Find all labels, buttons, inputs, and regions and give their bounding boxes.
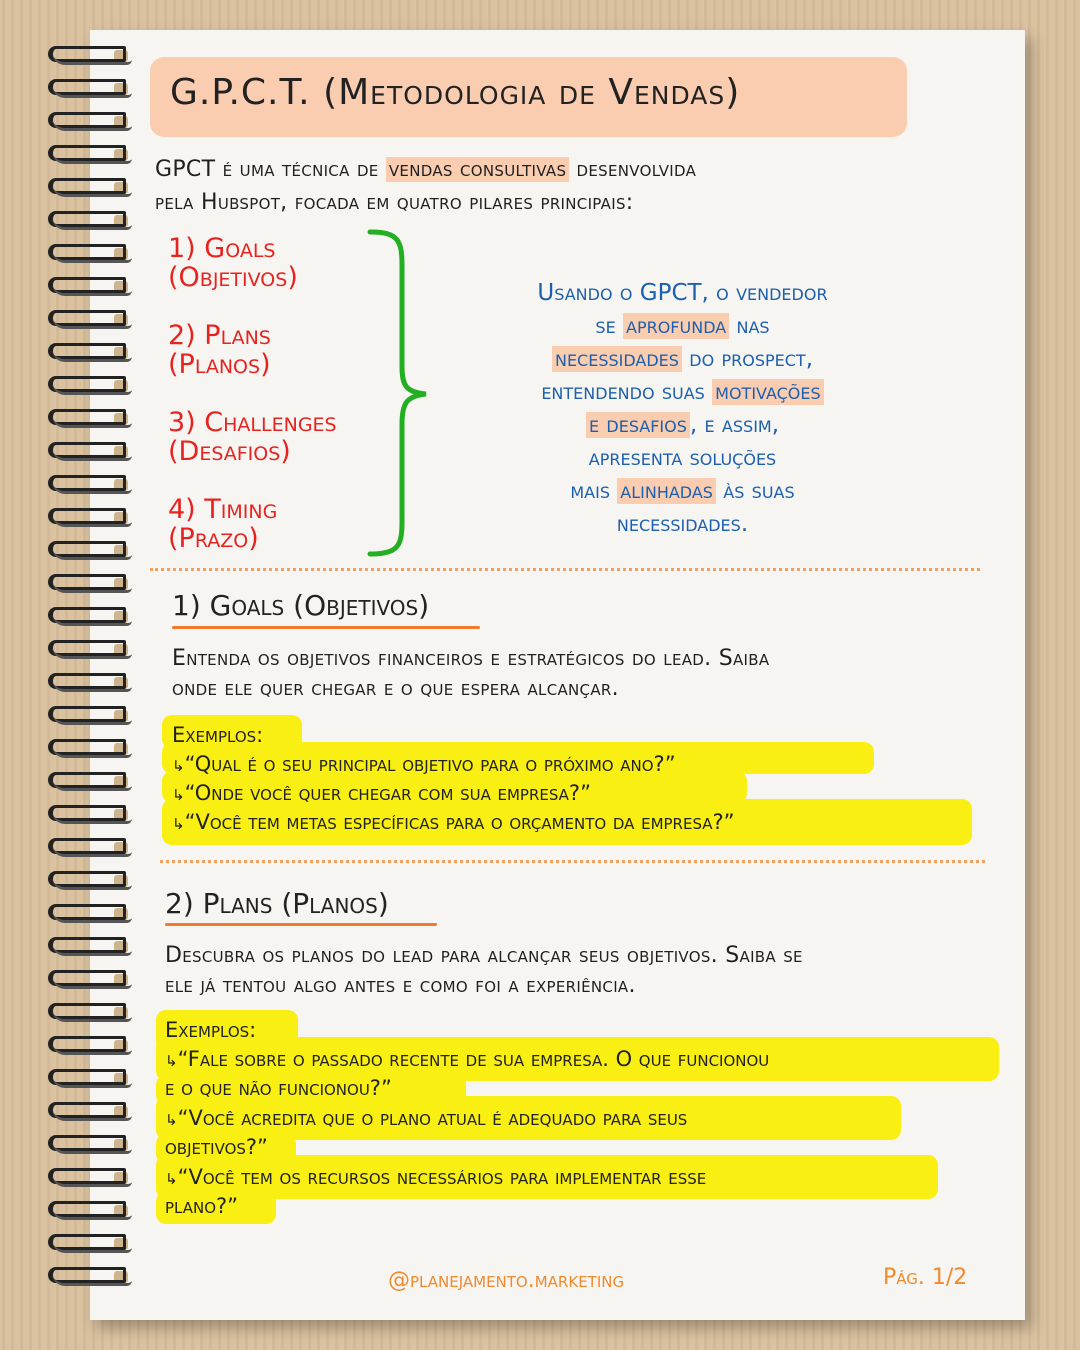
summary-highlight: motivações (712, 379, 824, 405)
pillar-4-translation: (Prazo) (168, 523, 259, 554)
spiral-coil (48, 238, 140, 268)
summary-line: necessidades. (616, 511, 749, 537)
spiral-coil (48, 502, 140, 532)
plans-underline (165, 923, 437, 926)
summary-part: nas (729, 313, 770, 339)
intro-highlight: vendas consultivas (386, 157, 569, 182)
summary-line: Usando o GPCT, o vendedor (537, 280, 828, 306)
spiral-coil (48, 766, 140, 796)
summary-text (455, 277, 910, 541)
summary-highlight: alinhadas (617, 478, 716, 504)
spiral-coil (48, 1063, 140, 1093)
spiral-coil (48, 337, 140, 367)
pillar-4-label: 4) Timing (168, 494, 278, 525)
spiral-coil (48, 700, 140, 730)
summary-part: às suas (715, 478, 795, 504)
example-text: “Fale sobre o passado recente de sua empresa. O que funcionou (177, 1047, 770, 1071)
plans-example-1b: e o que não funcionou?” (165, 1076, 392, 1100)
spiral-coil (48, 898, 140, 928)
spiral-coil (48, 106, 140, 136)
intro-line-1 (155, 154, 696, 186)
arrow-icon: ↳ (172, 815, 185, 833)
spiral-coil (48, 568, 140, 598)
spiral-binding (48, 40, 148, 1300)
plans-example-2b: objetivos?” (165, 1135, 268, 1159)
goals-example-1 (172, 750, 676, 781)
goals-examples-label: Exemplos: (172, 723, 264, 747)
spiral-coil (48, 931, 140, 961)
pillar-3-label: 3) Challenges (168, 407, 337, 438)
spiral-coil (48, 271, 140, 301)
spiral-coil (48, 964, 140, 994)
summary-part: se (595, 313, 623, 339)
summary-highlight: aprofunda (623, 313, 729, 339)
example-text: “Você tem os recursos necessários para implementar esse (177, 1165, 707, 1189)
spiral-coil (48, 799, 140, 829)
example-text: “Você acredita que o plano atual é adequado para seus (177, 1106, 688, 1130)
summary-part: , e assim, (689, 412, 780, 438)
social-handle: @planejamento.marketing (388, 1268, 625, 1293)
goals-desc-2: onde ele quer chegar e o que espera alcançar. (172, 676, 619, 701)
spiral-coil (48, 205, 140, 235)
plans-example-3b: plano?” (165, 1194, 239, 1218)
spiral-coil (48, 469, 140, 499)
arrow-icon: ↳ (165, 1170, 178, 1188)
summary-line: apresenta soluções (588, 445, 777, 471)
page-number: Pág. 1/2 (883, 1265, 968, 1290)
summary-part: do prospect, (681, 346, 814, 372)
arrow-icon: ↳ (165, 1052, 178, 1070)
summary-line (455, 475, 910, 508)
plans-example-3a (165, 1163, 706, 1194)
pillar-1-translation: (Objetivos) (168, 262, 298, 293)
goals-underline (172, 626, 480, 629)
arrow-icon: ↳ (165, 1111, 178, 1129)
spiral-coil (48, 1096, 140, 1126)
summary-line (455, 409, 910, 442)
page-title: G.P.C.T. (Metodologia de Vendas) (170, 72, 741, 113)
goals-example-3 (172, 808, 735, 839)
summary-part: mais (570, 478, 618, 504)
spiral-coil (48, 139, 140, 169)
goals-heading: 1) Goals (Objetivos) (172, 589, 430, 622)
pillar-2-translation: (Planos) (168, 349, 271, 380)
pillar-2-label: 2) Plans (168, 320, 271, 351)
plans-example-1a (165, 1045, 769, 1076)
plans-examples-label: Exemplos: (165, 1018, 257, 1042)
example-text: “Onde você quer chegar com sua empresa?” (184, 781, 591, 805)
plans-heading: 2) Plans (Planos) (165, 887, 389, 920)
divider (160, 860, 985, 863)
intro-text: GPCT é uma técnica de (155, 157, 386, 182)
goals-example-2 (172, 779, 591, 810)
intro-text-end: desenvolvida (569, 157, 697, 182)
spiral-coil (48, 1162, 140, 1192)
spiral-coil (48, 40, 140, 70)
arrow-icon: ↳ (172, 757, 185, 775)
summary-line (455, 310, 910, 343)
spiral-coil (48, 73, 140, 103)
spiral-coil (48, 1129, 140, 1159)
plans-example-2a (165, 1104, 687, 1135)
spiral-coil (48, 667, 140, 697)
spiral-coil (48, 832, 140, 862)
spiral-coil (48, 634, 140, 664)
plans-desc-1: Descubra os planos do lead para alcançar seus objetivos. Saiba se (165, 943, 803, 968)
spiral-coil (48, 997, 140, 1027)
arrow-icon: ↳ (172, 786, 185, 804)
summary-line (455, 376, 910, 409)
plans-desc-2: ele já tentou algo antes e como foi a experiência. (165, 973, 636, 998)
summary-highlight: necessidades (552, 346, 682, 372)
spiral-coil (48, 370, 140, 400)
summary-highlight: e desafios (586, 412, 690, 438)
intro-line-2: pela Hubspot, focada em quatro pilares principais: (155, 190, 634, 215)
spiral-coil (48, 733, 140, 763)
summary-part: entendendo suas (541, 379, 713, 405)
pillar-3-translation: (Desafios) (168, 436, 291, 467)
spiral-coil (48, 601, 140, 631)
spiral-coil (48, 535, 140, 565)
spiral-coil (48, 436, 140, 466)
divider (150, 568, 980, 571)
spiral-coil (48, 1261, 140, 1291)
spiral-coil (48, 865, 140, 895)
spiral-coil (48, 1228, 140, 1258)
spiral-coil (48, 172, 140, 202)
example-text: “Qual é o seu principal objetivo para o próximo ano?” (184, 752, 676, 776)
spiral-coil (48, 403, 140, 433)
spiral-coil (48, 1195, 140, 1225)
example-text: “Você tem metas específicas para o orçamento da empresa?” (184, 810, 735, 834)
summary-line (455, 343, 910, 376)
pillar-1-label: 1) Goals (168, 233, 276, 264)
curly-brace-icon (362, 226, 442, 561)
spiral-coil (48, 304, 140, 334)
goals-desc-1: Entenda os objetivos financeiros e estratégicos do lead. Saiba (172, 646, 770, 671)
spiral-coil (48, 1030, 140, 1060)
